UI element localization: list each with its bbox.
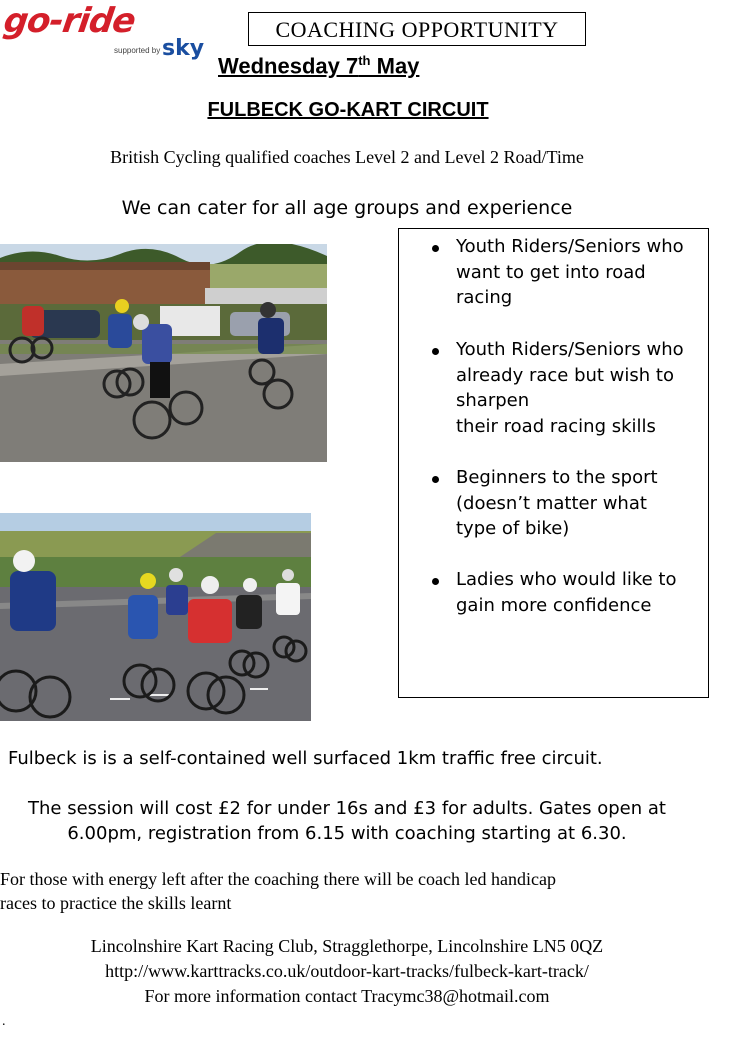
- opportunity-heading: COACHING OPPORTUNITY: [248, 12, 586, 46]
- logo-supported-by: supported by: [114, 46, 161, 55]
- track-url-link[interactable]: http://www.karttracks.co.uk/outdoor-kart-tracks/fulbeck-kart-track/: [105, 961, 589, 981]
- list-item-text: Beginners to the sport (doesn’t matter what type of bike): [456, 467, 658, 539]
- bullet-icon: [432, 578, 439, 585]
- go-ride-logo: [1, 1, 216, 68]
- cycling-photo-2: [0, 513, 311, 721]
- bullet-icon: [432, 348, 439, 355]
- logo-sponsor: sky: [162, 36, 205, 61]
- handicap-races-note: For those with energy left after the coaching there will be coach led handicap races to practice the skills learnt: [0, 869, 556, 913]
- cater-line: We can cater for all age groups and experience: [121, 197, 573, 219]
- bullet-icon: [432, 476, 439, 483]
- date-suffix: th: [358, 53, 371, 68]
- date-day: Wednesday 7: [218, 53, 359, 79]
- circuit-description: Fulbeck is is a self-contained well surfaced 1km traffic free circuit.: [8, 748, 603, 769]
- event-date: [218, 46, 419, 81]
- venue-title: FULBECK GO-KART CIRCUIT: [207, 99, 489, 121]
- date-month: May: [370, 53, 420, 79]
- coaches-line: British Cycling qualified coaches Level 2 and Level 2 Road/Time: [110, 147, 584, 167]
- bullet-icon: [432, 245, 439, 252]
- list-item-text: Youth Riders/Seniors who want to get into road racing: [456, 236, 684, 308]
- list-item-text: Youth Riders/Seniors who already race but wish to sharpen their road racing skills: [456, 339, 684, 437]
- logo-text: go-ride: [1, 1, 138, 41]
- contact-line: For more information contact Tracymc38@hotmail.com: [144, 986, 550, 1006]
- club-address: Lincolnshire Kart Racing Club, Stragglethorpe, Lincolnshire LN5 0QZ: [90, 936, 604, 956]
- session-cost: The session will cost £2 for under 16s and £3 for adults. Gates open at 6.00pm, registration from 6.15 with coaching starting at 6.30.: [28, 798, 666, 844]
- target-groups-box: [398, 228, 709, 698]
- trailing-mark: .: [2, 1014, 6, 1029]
- list-item-text: Ladies who would like to gain more confidence: [456, 569, 677, 616]
- cycling-photo-1: [0, 244, 327, 462]
